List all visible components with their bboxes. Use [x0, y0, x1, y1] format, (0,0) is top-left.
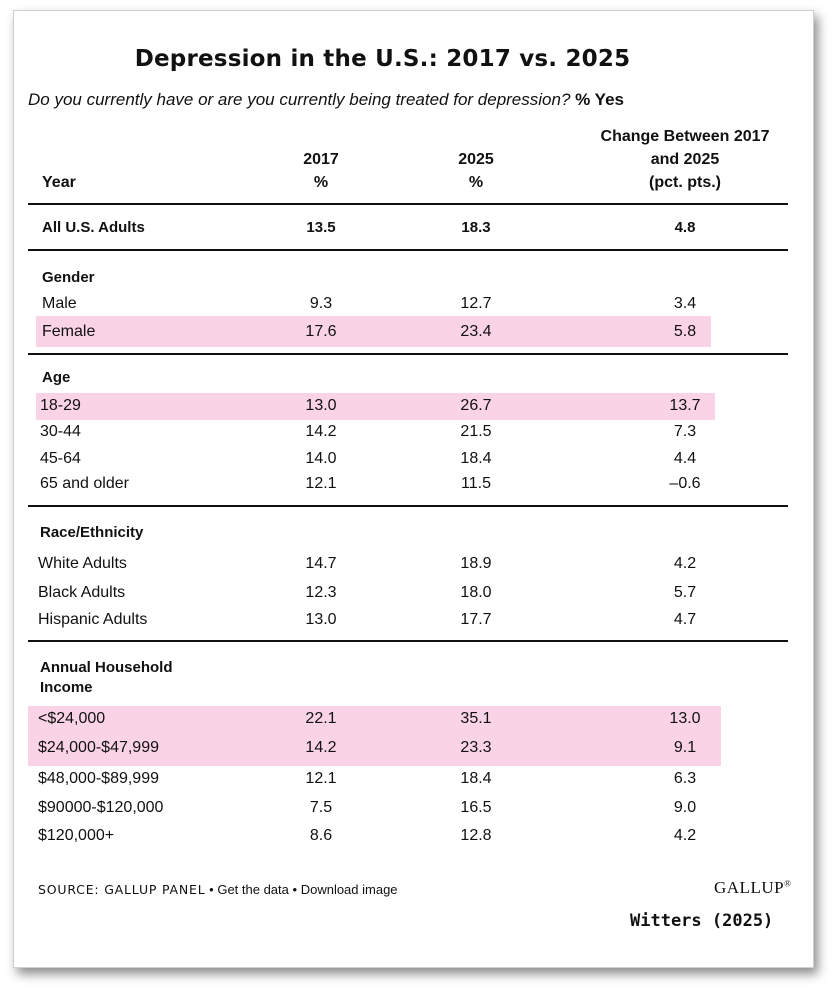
table-row: 30-44 14.2 21.5 7.3 — [40, 423, 697, 440]
table-row: Hispanic Adults 13.0 17.7 4.7 — [38, 611, 697, 628]
source-label: SOURCE: GALLUP PANEL — [38, 882, 206, 897]
download-image-link[interactable]: Download image — [300, 882, 398, 897]
get-data-link[interactable]: Get the data — [217, 882, 289, 897]
section-divider — [28, 640, 788, 642]
section-age: Age — [42, 369, 71, 386]
gallup-logo: GALLUP® — [714, 878, 792, 897]
chart-subtitle — [28, 90, 624, 110]
section-divider — [28, 249, 788, 251]
table-row: 18-29 13.0 26.7 13.7 — [40, 397, 701, 414]
section-gender: Gender — [42, 269, 95, 286]
source-line — [38, 882, 398, 897]
table-row: Male 9.3 12.7 3.4 — [42, 295, 697, 312]
table-row: 45-64 14.0 18.4 4.4 — [40, 450, 697, 467]
table-row: $90000-$120,000 7.5 16.5 9.0 — [38, 799, 697, 816]
table-row: $24,000-$47,999 14.2 23.3 9.1 — [38, 739, 697, 756]
header-year: Year — [42, 174, 76, 191]
header-divider — [28, 203, 788, 205]
citation-credit: Witters (2025) — [630, 911, 774, 931]
section-income: Annual Household Income — [40, 659, 173, 696]
header-change: Change Between 2017 and 2025 (pct. pts.) — [600, 128, 770, 191]
chart-title: Depression in the U.S.: 2017 vs. 2025 — [134, 46, 631, 72]
table-row: <$24,000 22.1 35.1 13.0 — [38, 710, 701, 727]
table-row: Female 17.6 23.4 5.8 — [42, 323, 697, 340]
subtitle-question: Do you currently have or are you currently being treated for depression? — [28, 90, 571, 109]
section-race: Race/Ethnicity — [40, 524, 144, 541]
section-divider — [28, 353, 788, 355]
table-row: $120,000+ 8.6 12.8 4.2 — [38, 827, 697, 844]
subtitle-measure: % Yes — [575, 90, 624, 109]
header-2017: 2017 % — [303, 151, 339, 191]
bullet-separator: • — [209, 882, 214, 897]
table-row: $48,000-$89,999 12.1 18.4 6.3 — [38, 770, 697, 787]
header-2025: 2025 % — [458, 151, 494, 191]
table-row: White Adults 14.7 18.9 4.2 — [38, 555, 697, 572]
table-row: Black Adults 12.3 18.0 5.7 — [38, 584, 697, 601]
table-row: 65 and older 12.1 11.5 –0.6 — [40, 475, 701, 492]
bullet-separator: • — [292, 882, 298, 897]
section-divider — [28, 505, 788, 507]
table-row: All U.S. Adults 13.5 18.3 4.8 — [42, 219, 696, 236]
